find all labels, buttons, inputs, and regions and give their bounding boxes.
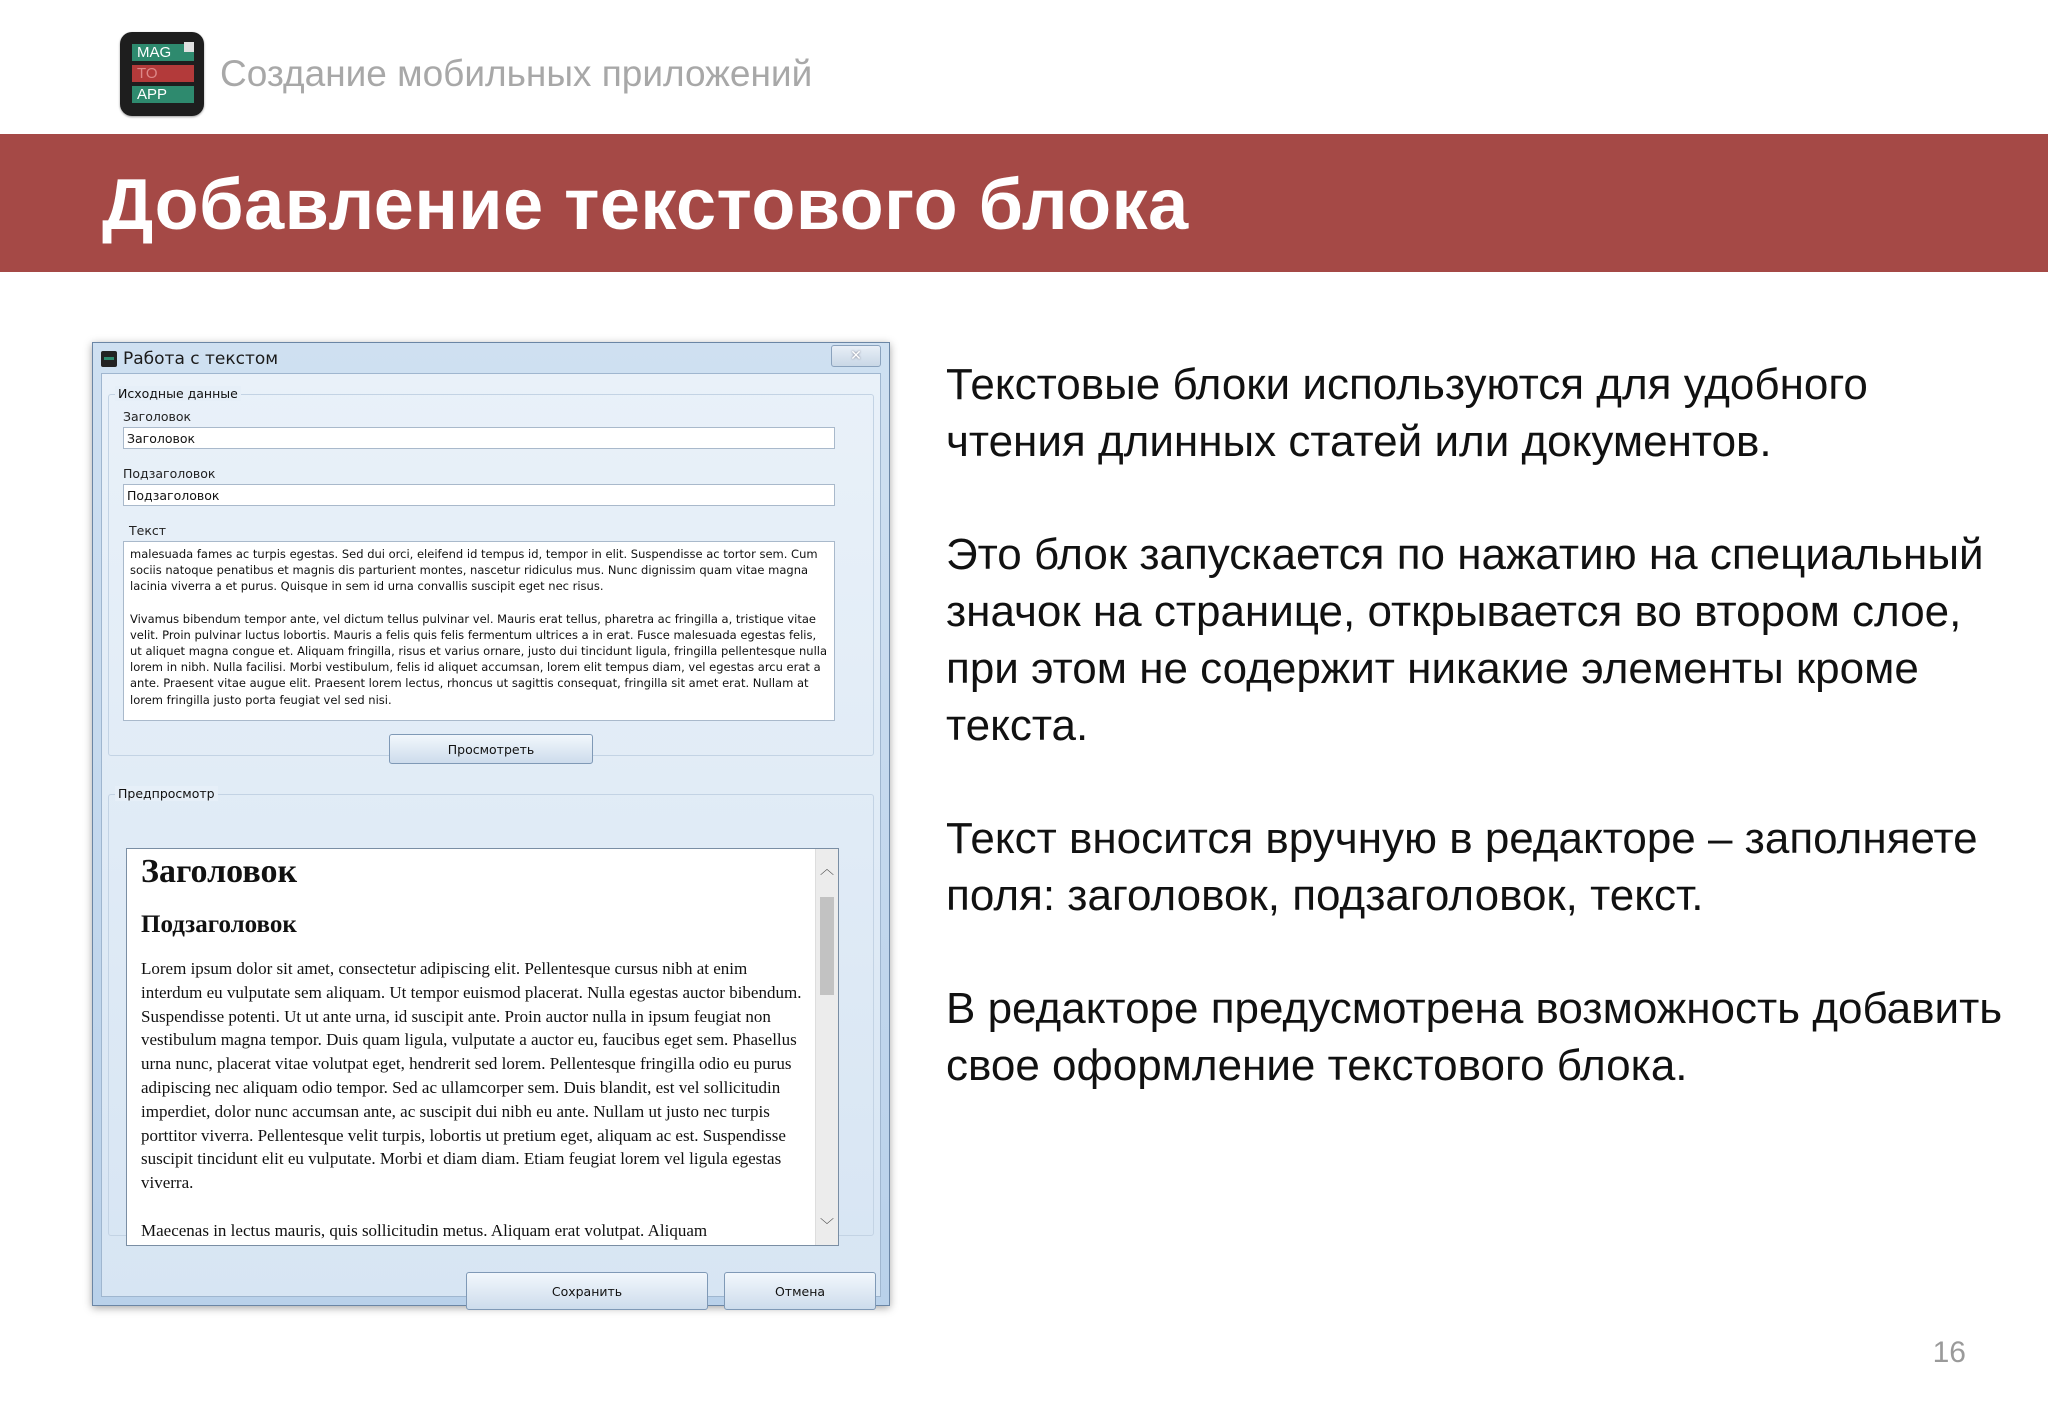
dialog-titlebar[interactable] — [93, 343, 889, 373]
dialog-body — [101, 373, 881, 1297]
source-group-label: Исходные данные — [115, 386, 241, 401]
mag-to-app-logo — [120, 32, 204, 116]
description-paragraph: Текст вносится вручную в редакторе – заполняете поля: заголовок, подзаголовок, текст. — [946, 814, 1978, 920]
subheading-label: Подзаголовок — [123, 466, 216, 481]
brand-text: Создание мобильных приложений — [220, 53, 813, 94]
source-data-group — [108, 386, 874, 757]
page-number: 16 — [1932, 1336, 1966, 1369]
preview-scrollbar[interactable] — [815, 849, 838, 1245]
scrollbar-thumb[interactable] — [820, 897, 834, 995]
preview-pane[interactable] — [126, 848, 839, 1246]
text-textarea[interactable] — [123, 541, 835, 721]
cancel-button[interactable]: Отмена — [724, 1272, 876, 1310]
slide-title-bar — [0, 134, 2048, 272]
logo-corner — [184, 42, 194, 52]
text-label: Текст — [129, 523, 167, 538]
text-paragraph: malesuada fames ac turpis egestas. Sed dui orci, eleifend id tempus id, tempor in elit. Suspendisse ac tortor sem. Cum sociis natoque penatibus et magnis dis parturient montes, nascetur ridiculus mus. Nunc dignissim quam vitae magna lacinia viverra a et purus. Quisque in sem id urna convallis suscipit eget nec risus. — [130, 547, 818, 594]
text-editor-dialog — [92, 342, 890, 1306]
preview-subheading: Подзаголовок — [141, 911, 297, 938]
preview-paragraph: Lorem ipsum dolor sit amet, consectetur adipiscing elit. Pellentesque cursus nibh at enim interdum eu vulputate sem aliquam. Ut tempor euismod placerat. Nulla egestas auctor bibendum. Suspendisse potenti. Ut ut ante urna, id suscipit ante. Proin auctor nulla in ipsum feugiat non vestibulum magna tempor. Duis quam ligula, vulputate a auctor eu, faucibus eget sem. Phasellus urna nunc, placerat vitae volutpat eget, hendrerit sed lorem. Pellentesque fringilla odio eu purus adipiscing nec aliquam odio tempor. Sed ac ullamcorper sem. Duis blandit, est vel sollicitudin imperdiet, dolor nunc accumsan ante, ac suscipit dui nibh eu ante. Nullam ut justo nec turpis porttitor viverra. Pellentesque velit turpis, lobortis ut pretium eget, aliquam ac est. Suspendisse suscipit tincidunt elit eu vulputate. Morbi et diam diam. Etiam feugiat lorem vel ligula egestas viverra. — [141, 959, 802, 1193]
description-paragraph: В редакторе предусмотрена возможность добавить свое оформление текстового блока. — [946, 984, 2003, 1090]
logo-line-2: TO — [132, 65, 194, 82]
preview-group-label: Предпросмотр — [115, 786, 218, 801]
description-paragraph: Текстовые блоки используются для удобного чтения длинных статей или документов. — [946, 360, 1868, 466]
scroll-down-icon[interactable]: ﹀ — [820, 1219, 834, 1234]
preview-heading: Заголовок — [141, 853, 298, 890]
preview-paragraph: Maecenas in lectus mauris, quis sollicitudin metus. Aliquam erat volutpat. Aliquam — [141, 1220, 708, 1240]
scroll-up-icon[interactable]: ︿ — [820, 863, 834, 878]
heading-label: Заголовок — [123, 409, 192, 424]
text-paragraph: Vivamus bibendum tempor ante, vel dictum tellus pulvinar vel. Mauris erat tellus, pharetra ac fringilla a, tristique vitae velit. Proin pulvinar luctus lobortis. Mauris a felis quis felis fermentum ultrices a in erat. Fusce malesuada egestas felis, ut aliquet magna congue et. Aliquam fringilla, risus et varius ornare, justo dui tincidunt ligula, fringilla pellentesque nulla lorem in nibh. Nulla facilisi. Morbi vestibulum, felis id aliquet accumsan, lorem elit tempus diam, vel egestas arcu erat a ante. Praesent vitae augue elit. Praesent lorem lectus, rhoncus ut sagittis consequat, fringilla sit amet erat. Nullam at lorem fringilla justo porta feugiat vel sed nisi. — [130, 611, 828, 707]
preview-button[interactable]: Просмотреть — [389, 734, 593, 764]
brand-header — [120, 32, 812, 116]
slide-description — [946, 356, 2006, 1150]
app-icon — [101, 351, 117, 367]
heading-input[interactable]: Заголовок — [123, 427, 835, 449]
logo-line-1: MAG — [132, 44, 194, 61]
logo-line-3: APP — [132, 86, 194, 103]
slide-title: Добавление текстового блока — [102, 165, 1189, 245]
dialog-title: Работа с текстом — [123, 349, 279, 369]
save-button[interactable]: Сохранить — [466, 1272, 708, 1310]
description-paragraph: Это блок запускается по нажатию на специальный значок на странице, открывается во втором слое, при этом не содержит никакие элементы кроме текста. — [946, 530, 1984, 750]
preview-content — [141, 849, 803, 1243]
close-button[interactable]: ✕ — [831, 345, 881, 367]
subheading-input[interactable]: Подзаголовок — [123, 484, 835, 506]
